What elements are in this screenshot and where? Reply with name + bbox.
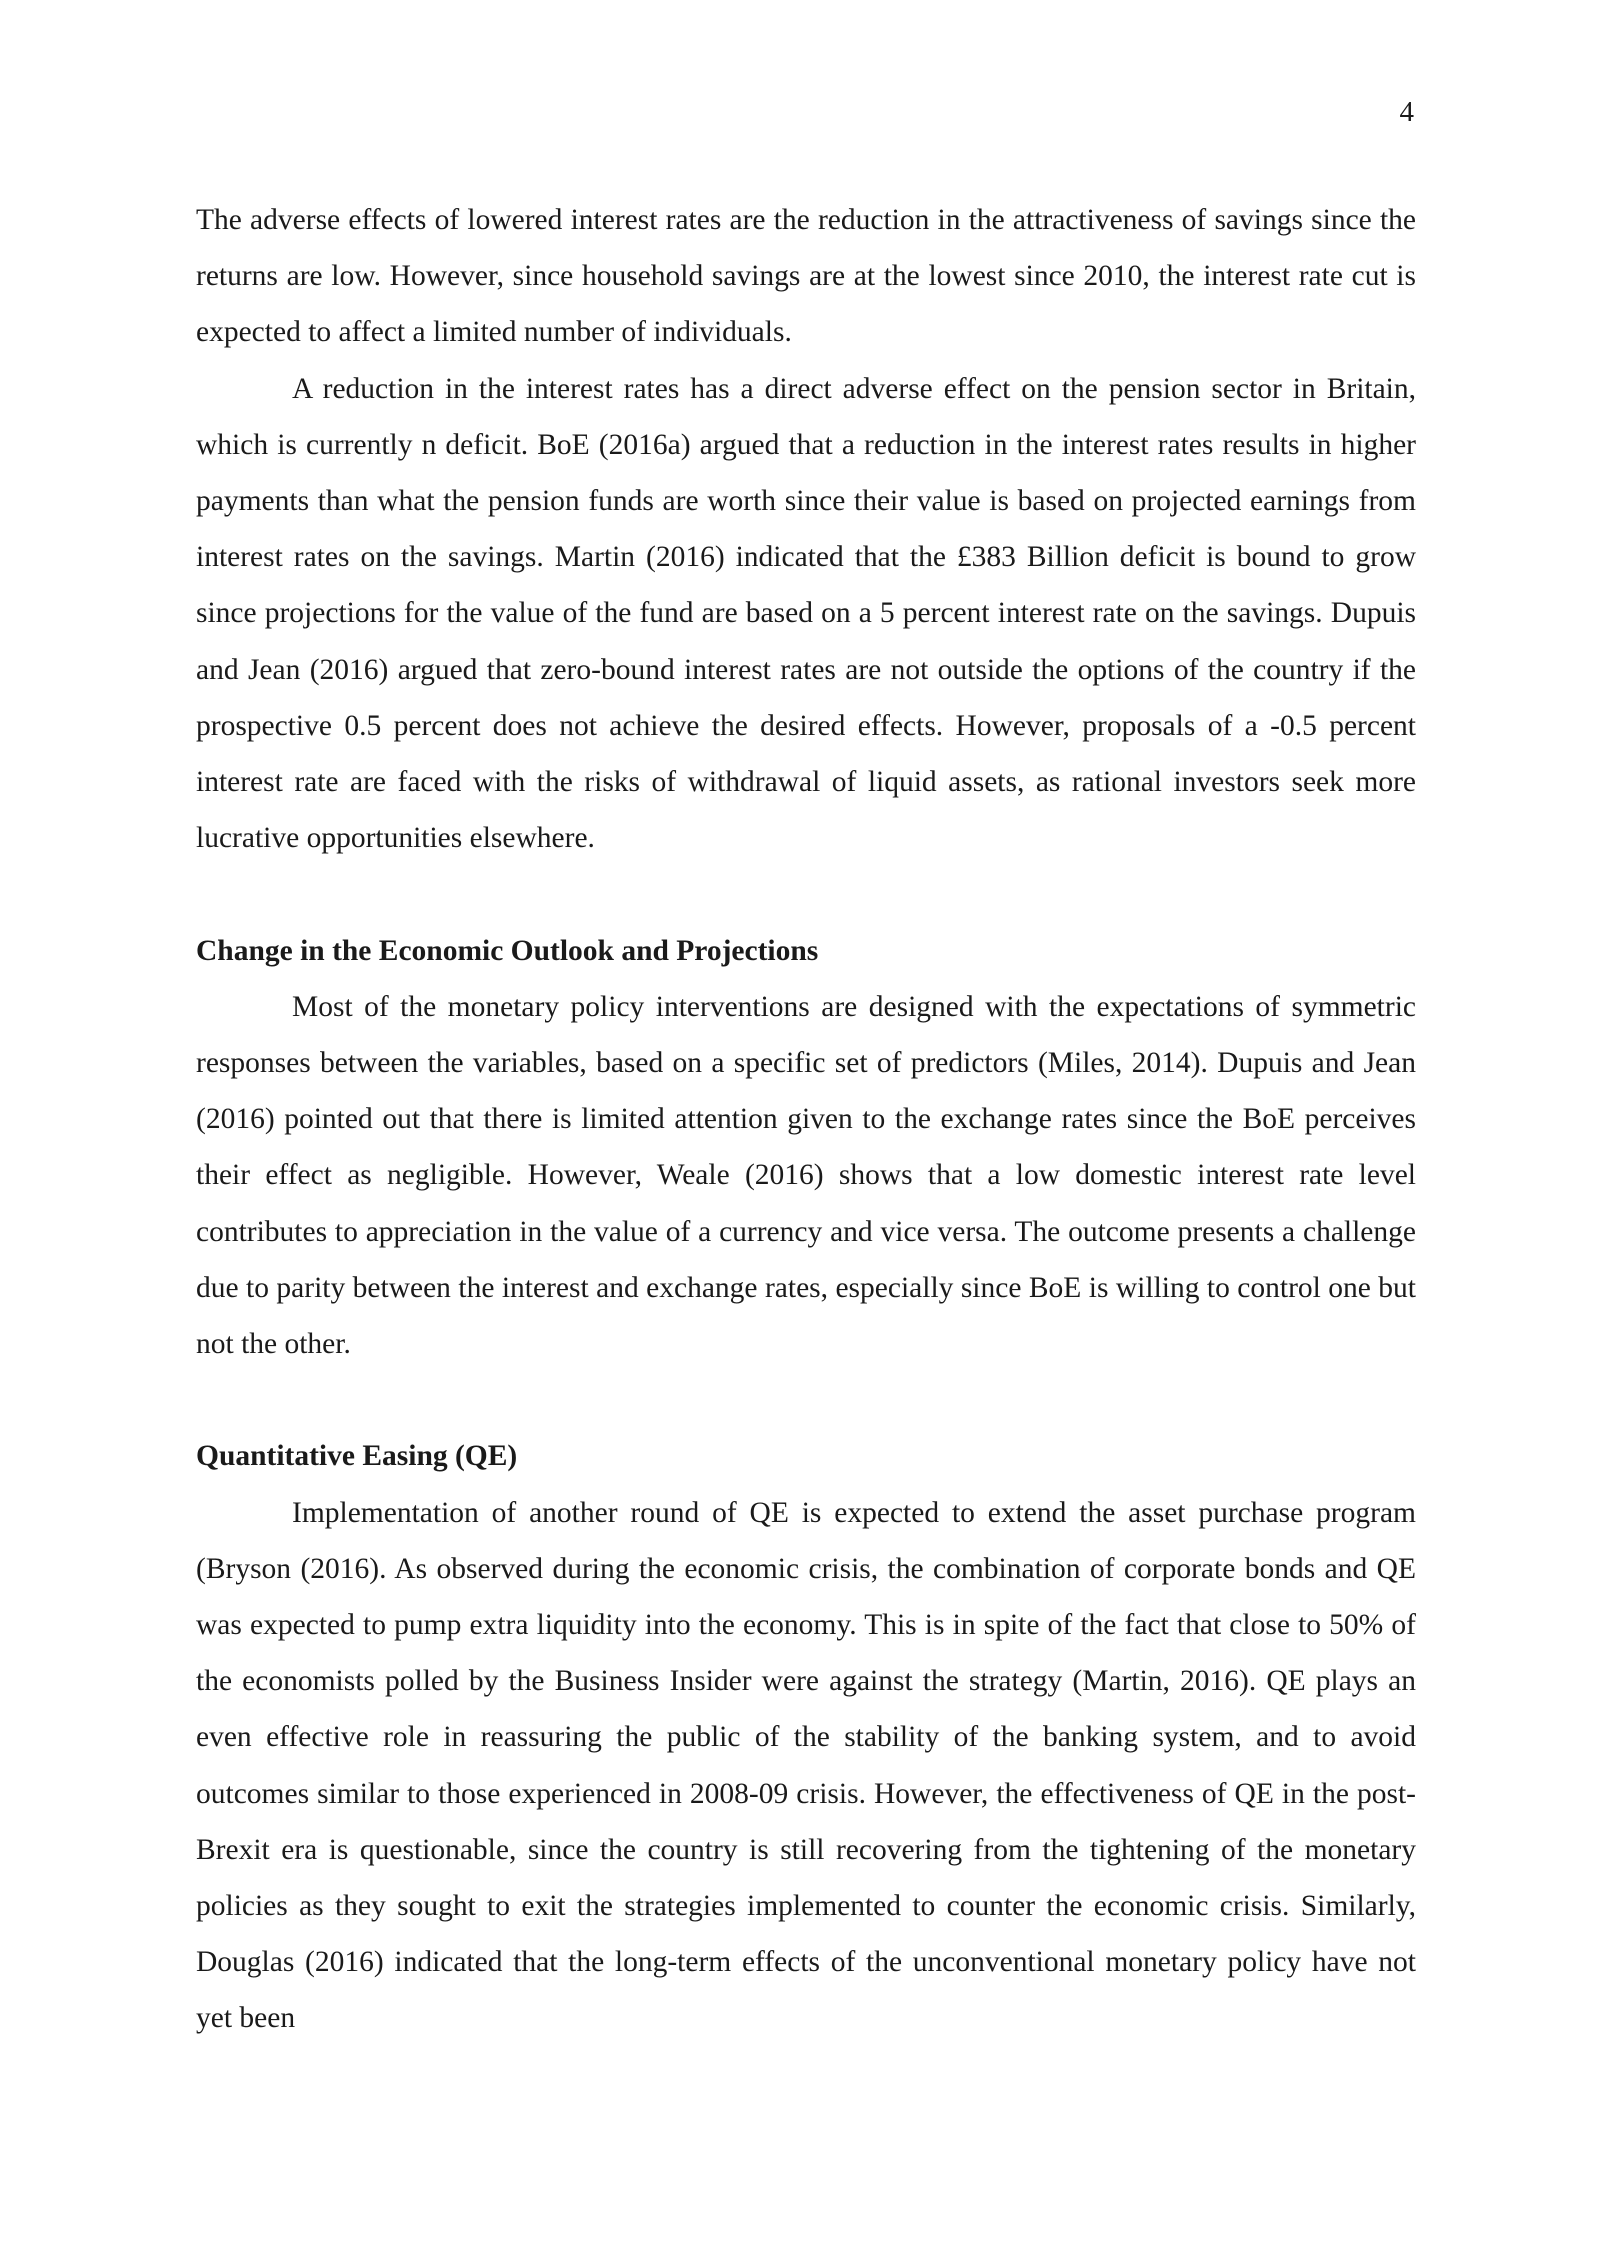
intro-paragraph-2: A reduction in the interest rates has a direct adverse effect on the pension sector in Britain, which is currently n deficit. BoE (2016a) argued that a reduction in the interest rates results in higher payments than what the pension funds are worth since their value is based on projected earnings from interest rates on the savings. Martin (2016) indicated that the £383 Billion deficit is bound to grow since projections for the value of the fund are based on a 5 percent interest rate on the savings. Dupuis and Jean (2016) argued that zero-bound interest rates are not outside the options of the country if the prospective 0.5 percent does not achieve the desired effects. However, proposals of a -0.5 percent interest rate are faced with the risks of withdrawal of liquid assets, as rational investors seek more lucrative opportunities elsewhere.	[196, 372, 1416, 855]
section-heading-economic-outlook: Change in the Economic Outlook and Projections	[196, 934, 819, 967]
page-body	[196, 192, 1416, 2047]
intro-paragraph-1: The adverse effects of lowered interest rates are the reduction in the attractiveness of savings since the returns are low. However, since household savings are at the lowest since 2010, the interest rate cut is expected to affect a limited number of individuals.	[196, 204, 1416, 349]
page-number: 4	[1399, 96, 1414, 128]
section-spacer	[196, 866, 1416, 922]
section-heading-quantitative-easing: Quantitative Easing (QE)	[196, 1440, 518, 1473]
section-paragraph-quantitative-easing: Implementation of another round of QE is expected to extend the asset purchase program (Bryson (2016). As observed during the economic crisis, the combination of corporate bonds and QE was expected to pump extra liquidity into the economy. This is in spite of the fact that close to 50% of the economists polled by the Business Insider were against the strategy (Martin, 2016). QE plays an even effective role in reassuring the public of the stability of the banking system, and to avoid outcomes similar to those experienced in 2008-09 crisis. However, the effectiveness of QE in the post-Brexit era is questionable, since the country is still recovering from the tightening of the monetary policies as they sought to exit the strategies implemented to counter the economic crisis. Similarly, Douglas (2016) indicated that the long-term effects of the unconventional monetary policy have not yet been	[196, 1496, 1416, 2035]
section-paragraph-economic-outlook: Most of the monetary policy interventions are designed with the expectations of symmetric responses between the variables, based on a specific set of predictors (Miles, 2014). Dupuis and Jean (2016) pointed out that there is limited attention given to the exchange rates since the BoE perceives their effect as negligible. However, Weale (2016) shows that a low domestic interest rate level contributes to appreciation in the value of a currency and vice versa. The outcome presents a challenge due to parity between the interest and exchange rates, especially since BoE is willing to control one but not the other.	[196, 990, 1416, 1361]
section-spacer	[196, 1372, 1416, 1428]
